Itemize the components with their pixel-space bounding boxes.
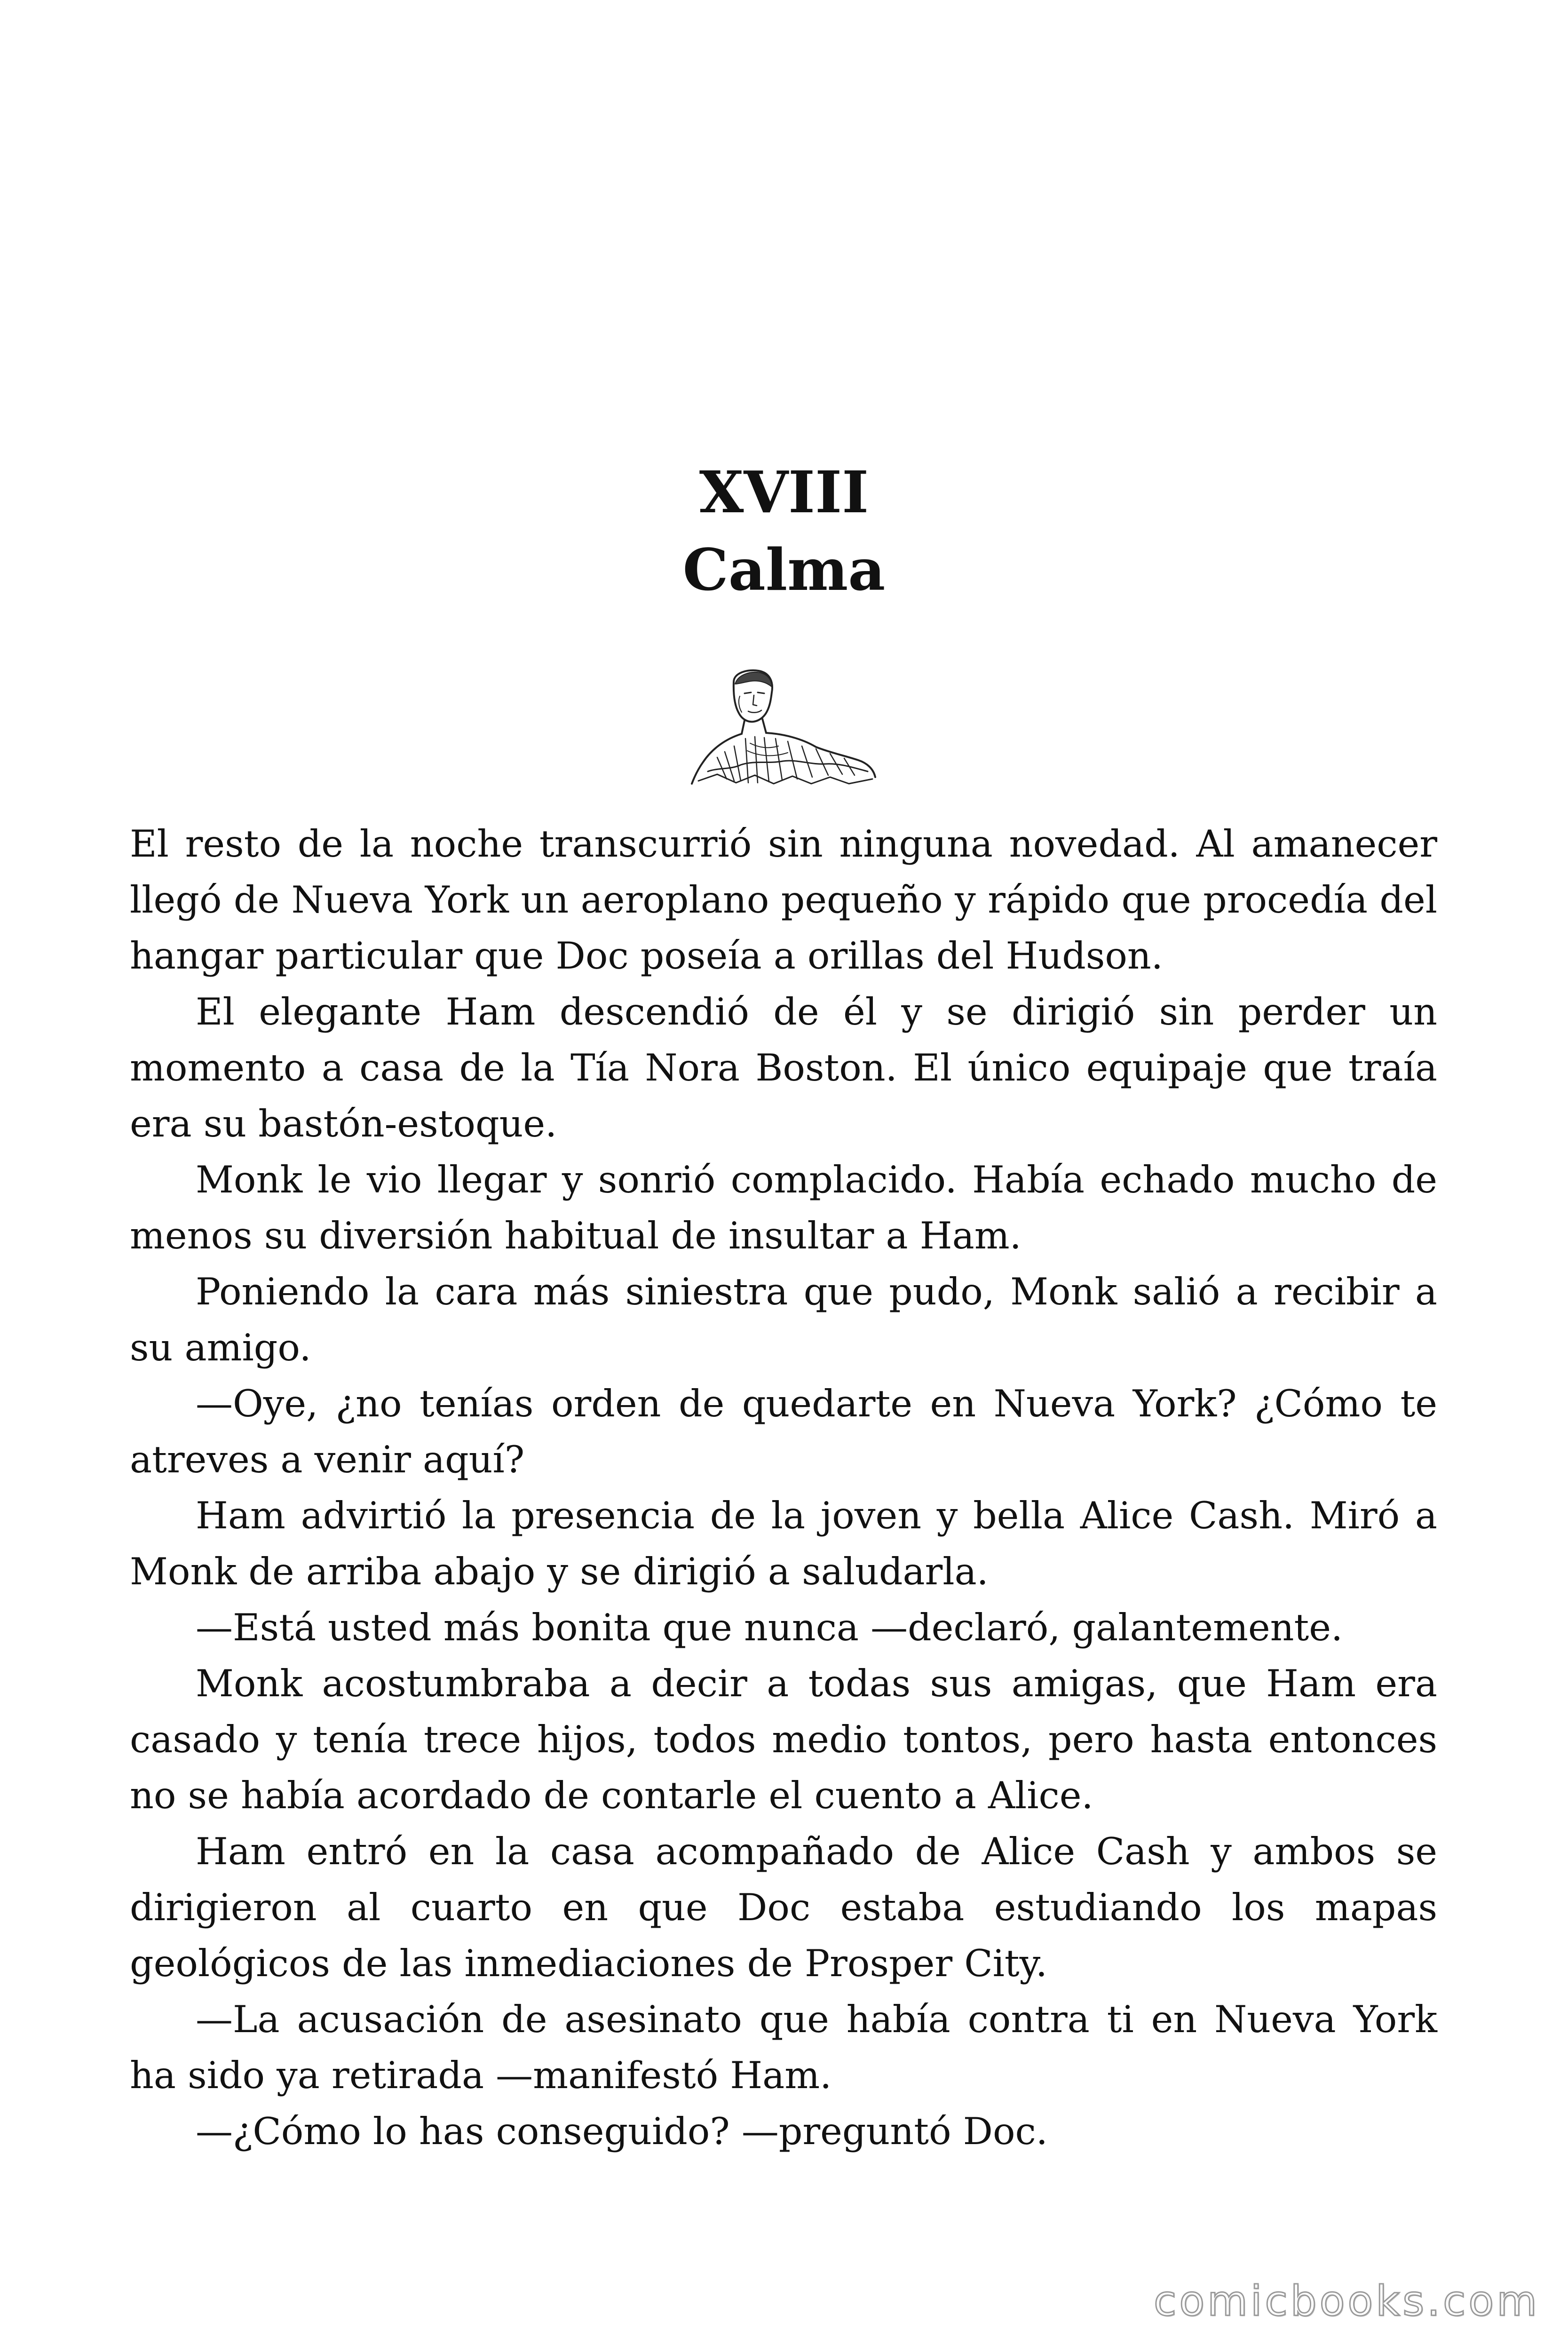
paragraph: Monk le vio llegar y sonrió complacido. Había echado mucho de menos su diversión habitual de insultar a Ham. <box>130 1158 1437 1257</box>
paragraph: Poniendo la cara más siniestra que pudo, Monk salió a recibir a su amigo. <box>130 1270 1437 1369</box>
doc-savage-bust-illustration-icon <box>689 668 877 786</box>
paragraph: —Oye, ¿no tenías orden de quedarte en Nueva York? ¿Cómo te atreves a venir aquí? <box>130 1382 1437 1481</box>
paragraph: Ham advirtió la presencia de la joven y bella Alice Cash. Miró a Monk de arriba abajo y se dirigió a saludarla. <box>130 1494 1437 1593</box>
chapter-number: XVIII <box>699 458 869 526</box>
paragraph: —La acusación de asesinato que había contra ti en Nueva York ha sido ya retirada —manifestó Ham. <box>130 1998 1437 2097</box>
watermark: comicbooks.com <box>1153 2277 1540 2325</box>
paragraph: Ham entró en la casa acompañado de Alice Cash y ambos se dirigieron al cuarto en que Doc estaba estudiando los mapas geológicos de las inmediaciones de Prosper City. <box>130 1830 1437 1985</box>
paragraph: Monk acostumbraba a decir a todas sus amigas, que Ham era casado y tenía trece hijos, todos medio tontos, pero hasta entonces no se había acordado de contarle el cuento a Alice. <box>130 1662 1437 1817</box>
chapter-title: Calma <box>682 536 886 604</box>
paragraph: —Está usted más bonita que nunca —declaró, galantemente. <box>196 1606 1343 1649</box>
paragraph: El elegante Ham descendió de él y se dirigió sin perder un momento a casa de la Tía Nora Boston. El único equipaje que traía era su bastón-estoque. <box>130 990 1437 1145</box>
paragraph: —¿Cómo lo has conseguido? —preguntó Doc. <box>196 2110 1048 2153</box>
chapter-body <box>130 816 1437 2160</box>
paragraph: El resto de la noche transcurrió sin ninguna novedad. Al amanecer llegó de Nueva York un aeroplano pequeño y rápido que procedía del hangar particular que Doc poseía a orillas del Hudson. <box>130 822 1437 977</box>
